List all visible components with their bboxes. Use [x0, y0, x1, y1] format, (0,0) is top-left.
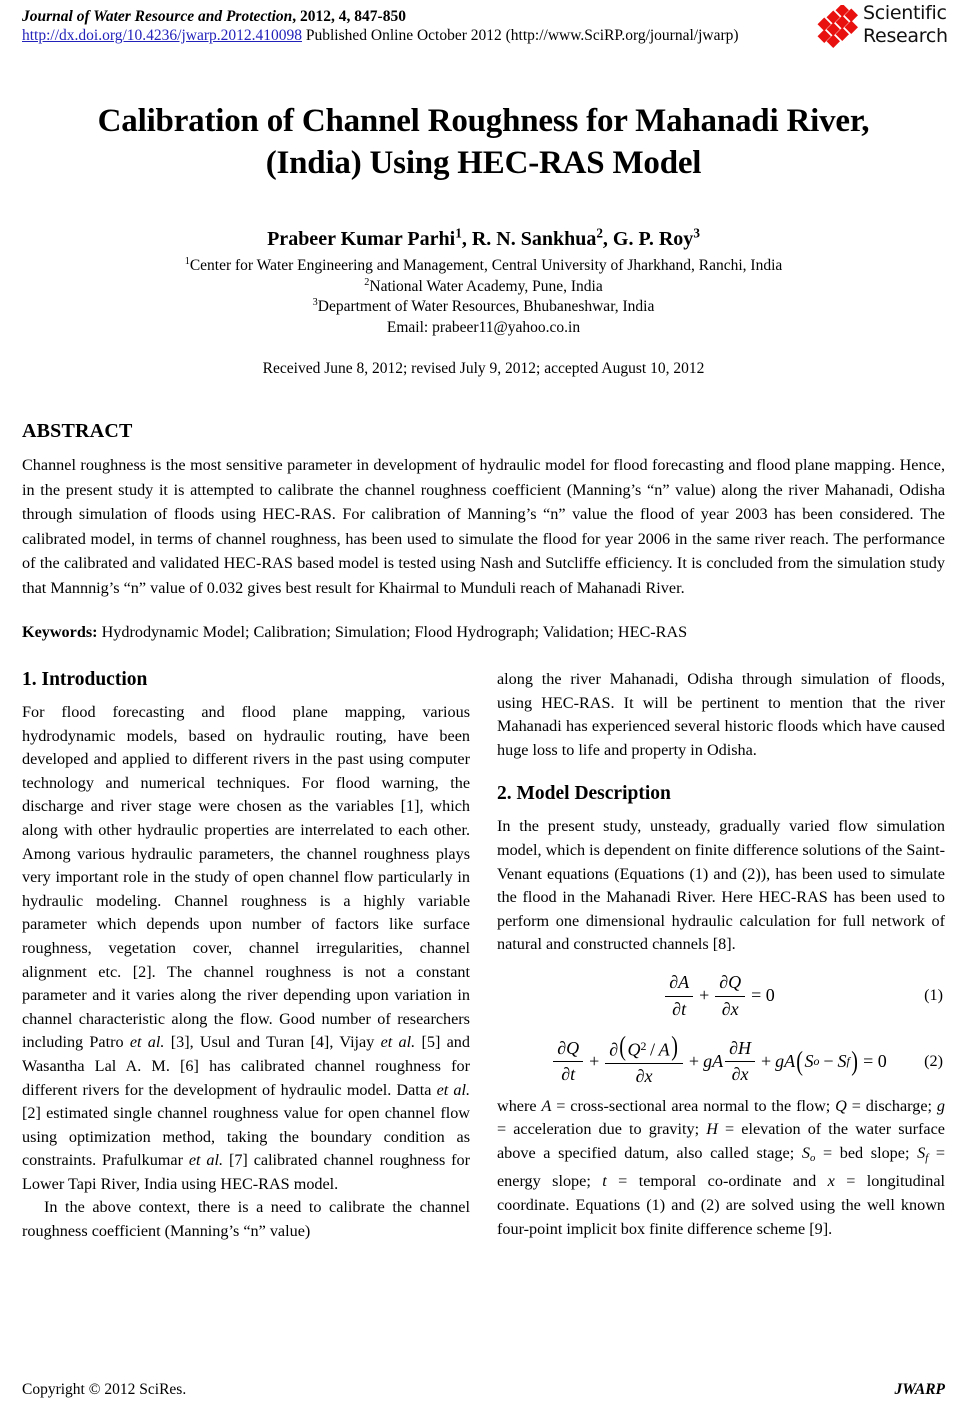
eq2-So-subscript: o: [813, 1054, 820, 1069]
intro-text-part-2: [3], Usul and Turan [4], Vijay: [164, 1033, 381, 1052]
eq2-Sf: S: [837, 1051, 847, 1072]
keywords-line: [22, 620, 945, 644]
intro-paragraph-2-continued: [497, 668, 945, 762]
author-name-1: Prabeer Kumar Parhi: [267, 228, 456, 250]
eq2-open-paren: (: [619, 1031, 627, 1063]
eq2-plus-2: +: [688, 1051, 700, 1072]
affiliation-1: [22, 256, 945, 277]
equation-2-number: (2): [924, 1052, 943, 1071]
equation-2-body: [497, 1031, 945, 1089]
eq2-A: A: [658, 1039, 670, 1060]
section-heading-introduction: 1. Introduction: [22, 669, 148, 690]
keywords-label: Keywords:: [22, 623, 98, 641]
eq2-plus-1: +: [589, 1051, 600, 1072]
eq2-numerator-2: [605, 1031, 683, 1064]
eq2-denominator-1: ∂t: [561, 1064, 576, 1085]
symbol-t: t: [602, 1172, 607, 1191]
symbol-Sf-subscript: f: [925, 1151, 929, 1164]
eq2-equals-zero: = 0: [863, 1051, 887, 1072]
eq2-minus: −: [823, 1051, 834, 1072]
journal-title: Journal of Water Resource and Protection: [22, 8, 293, 25]
eq2-plus-3: +: [760, 1051, 772, 1072]
affiliation-3: [22, 297, 945, 318]
eq1-denominator-2: ∂x: [721, 998, 739, 1019]
author-name-3: G. P. Roy: [612, 228, 694, 250]
page-title: Calibration of Channel Roughness for Mahanadi River, (India) Using HEC-RAS Model: [97, 103, 870, 181]
intro-etal-4: et al.: [188, 1151, 224, 1170]
intro-text-part-4: [2] estimated single channel roughness value for open channel flow using optimization method, taking the boundary condition as constraints. Prafulkumar: [22, 1104, 470, 1170]
section-heading-model-description: 2. Model Description: [497, 783, 671, 805]
symbol-So-subscript: o: [809, 1151, 816, 1164]
where-text-6: = bed slope;: [815, 1143, 918, 1162]
publisher-logo: [815, 2, 948, 52]
eq2-divide: /: [646, 1039, 659, 1060]
eq2-denominator-3: ∂x: [731, 1064, 749, 1085]
where-text-8: = temporal co-ordinate and: [606, 1172, 828, 1191]
eq2-numerator-1: ∂Q: [553, 1037, 583, 1063]
body-columns: [22, 668, 945, 1244]
column-left: [22, 668, 470, 1244]
symbol-g: g: [936, 1096, 946, 1115]
intro-etal-2: et al.: [380, 1033, 416, 1052]
affiliation-2: [22, 277, 945, 298]
eq2-partial-symbol: ∂: [609, 1039, 619, 1060]
where-text-3: = discharge;: [846, 1096, 937, 1115]
equation-1-body: [497, 971, 945, 1021]
eq2-numerator-3: ∂H: [725, 1037, 755, 1063]
model-description-paragraph-1: In the present study, unsteady, gradually varied flow simulation model, which is dependent on finite difference solutions of the Saint-Venant equations (Equations (1) and (2)), has been used to simulate the flood in the Mahanadi River. Here HEC-RAS has been used to perform one dimensional hydraulic calculation for full network of natural and constructed channels [8].: [497, 817, 945, 954]
where-label: where: [497, 1096, 542, 1115]
eq2-close-paren: ): [670, 1031, 678, 1063]
where-text-2: = cross-sectional area normal to the flow;: [551, 1096, 836, 1115]
author-name-2: R. N. Sankhua: [471, 228, 597, 250]
equation-2: [497, 1031, 945, 1089]
where-text-5: = elevation of the water surface above a specified datum, also called stage;: [497, 1120, 945, 1162]
eq2-gA-2: gA: [775, 1051, 796, 1072]
affiliation-text-2: National Water Academy, Pune, India: [369, 277, 603, 295]
eq2-gA-1: gA: [703, 1051, 724, 1072]
intro-text-part-5: [7] calibrated channel roughness for Lower Tapi River, India using HEC-RAS model.: [22, 1151, 470, 1193]
abstract-heading: ABSTRACT: [22, 420, 133, 442]
keywords-values: Hydrodynamic Model; Calibration; Simulation; Flood Hydrograph; Validation; HEC-RAS: [101, 623, 688, 641]
symbol-Sf: $S_f$: [917, 1143, 929, 1164]
symbol-Q: Q: [835, 1096, 847, 1115]
nomenclature-paragraph: [497, 1095, 945, 1242]
abstract-section: [22, 420, 945, 644]
affiliation-text-3: Department of Water Resources, Bhubaneshwar, India: [317, 298, 655, 315]
eq2-Q: Q: [627, 1039, 641, 1060]
eq1-frac-2: [715, 971, 745, 1021]
intro-paragraph-2-left-part: [22, 1196, 470, 1243]
abstract-body: Channel roughness is the most sensitive parameter in development of hydraulic model for flood forecasting and flood plane mapping. Hence, in the present study it is attempted to calibrate the channel roughness coefficient (Manning’s “n” value) along the river Mahanadi, Odisha through simulation of floods using HEC-RAS. For calibration of Manning’s “n” value the flood of year 2003 has been considered. The calibrated model, in terms of channel roughness, has been used to simulate the flood for year 2006 in the same river reach. The performance of the calibrated and validated HEC-RAS based model is tested using Nash and Sutcliffe efficiency. It is concluded from the simulation study that Mannnig’s “n” value of 0.032 gives best result for Khairmal to Munduli reach of Mahanadi River.: [22, 456, 945, 597]
publisher-name-line1: Scientific: [863, 2, 947, 24]
intro-para2-text: In the above context, there is a need to calibrate the channel roughness coefficient (Manning’s “n” value): [22, 1198, 470, 1241]
intro-text-part-3: [5] and Wasantha Lal A. M. [6] has calibrated channel roughness for different rivers for the development of hydraulic model. Datta: [22, 1033, 470, 1099]
symbol-x: x: [827, 1172, 835, 1191]
intro-etal-1: et al.: [129, 1033, 165, 1052]
symbol-H: H: [706, 1120, 718, 1139]
scirp-diamond-logo-icon: [815, 5, 861, 49]
eq2-frac-1: [553, 1037, 583, 1087]
author-affil-marker-3: 3: [693, 225, 700, 241]
eq1-plus-operator: +: [699, 985, 710, 1006]
journal-citation-line: [22, 7, 945, 26]
eq2-Sf-subscript: f: [846, 1054, 850, 1069]
equation-1: [497, 971, 945, 1021]
page-footer: [22, 1381, 945, 1399]
symbol-So: $S_o$: [801, 1143, 816, 1164]
intro-paragraph-1: [22, 701, 470, 1196]
doi-line: [22, 26, 945, 45]
eq1-equals-zero: = 0: [751, 985, 775, 1006]
symbol-A: A: [541, 1096, 552, 1115]
contact-email: Email: prabeer11@yahoo.co.in: [386, 318, 581, 336]
eq1-numerator-1: ∂A: [665, 971, 693, 997]
affiliation-marker-1: 1: [184, 255, 190, 267]
intro-text-part-1: For flood forecasting and flood plane mapping, various hydrodynamic models, based on hydraulic routing, have been developed and applied to different rivers in the past using computer technology and numerical techniques. For flood warning, the discharge and river stage were chosen as the variables [1], which along with other hydraulic properties are interrelated to each other. Among various hydraulic parameters, the channel roughness plays very important role in the study of open channel flow particularly in hydraulic modeling. Channel roughness is a highly variable parameter which depends upon number of factors like surface roughness, vegetation cover, channel irregularities, channel alignment etc. [2]. The channel roughness is not a constant parameter and it varies along the river depending upon variation in channel characteristic along the flow. Good number of researchers including Patro: [22, 703, 470, 1052]
equation-1-number: (1): [924, 986, 943, 1005]
publisher-name-line2: Research: [863, 25, 948, 47]
eq1-frac-1: [665, 971, 693, 1021]
eq2-Q-exponent: 2: [640, 1039, 647, 1054]
eq2-So: S: [804, 1051, 814, 1072]
eq2-close-paren-2: ): [851, 1045, 858, 1077]
publisher-name: [863, 2, 948, 48]
affiliation-text-1: Center for Water Engineering and Management, Central University of Jharkhand, Ranchi, India: [189, 257, 783, 274]
author-list: Prabeer Kumar Parhi$^1$, R. N. Sankhua$^2$, G. P. Roy$^3$: [267, 225, 700, 250]
eq1-denominator-1: ∂t: [672, 998, 687, 1019]
column-right: [497, 668, 945, 1244]
masthead: [22, 0, 948, 56]
affiliation-list: [22, 256, 945, 318]
copyright-notice: Copyright © 2012 SciRes.: [22, 1381, 187, 1398]
where-text-4: = acceleration due to gravity;: [497, 1120, 707, 1139]
journal-abbreviation: JWARP: [894, 1381, 945, 1398]
eq2-frac-2: [605, 1031, 683, 1089]
submission-dates: Received June 8, 2012; revised July 9, 2012; accepted August 10, 2012: [262, 360, 705, 377]
intro-etal-3: et al.: [436, 1080, 470, 1099]
where-text-7: = energy slope;: [497, 1143, 945, 1191]
affiliation-marker-2: 2: [364, 276, 370, 288]
journal-volume-pages: , 2012, 4, 847-850: [292, 8, 406, 25]
eq2-denominator-2: ∂x: [635, 1066, 653, 1087]
author-affil-marker-1: 1: [455, 225, 462, 241]
affiliation-marker-3: 3: [312, 296, 318, 308]
intro-para2-continued-text: along the river Mahanadi, Odisha through simulation of floods, using HEC-RAS. It will be pertinent to mention that the river Mahanadi has experienced several historic floods which have caused huge loss to life and property in Odisha.: [497, 670, 945, 759]
eq1-numerator-2: ∂Q: [715, 971, 745, 997]
author-affil-marker-2: 2: [596, 225, 603, 241]
published-online-text: Published Online October 2012 (http://www.SciRP.org/journal/jwarp): [305, 27, 739, 44]
where-text-9: = longitudinal coordinate. Equations (1) and (2) are solved using the well known four-point implicit box finite difference scheme [9].: [497, 1172, 945, 1238]
eq2-frac-3: [725, 1037, 755, 1087]
eq2-open-paren-2: (: [796, 1045, 804, 1077]
doi-link[interactable]: http://dx.doi.org/10.4236/jwarp.2012.410098: [22, 27, 302, 44]
